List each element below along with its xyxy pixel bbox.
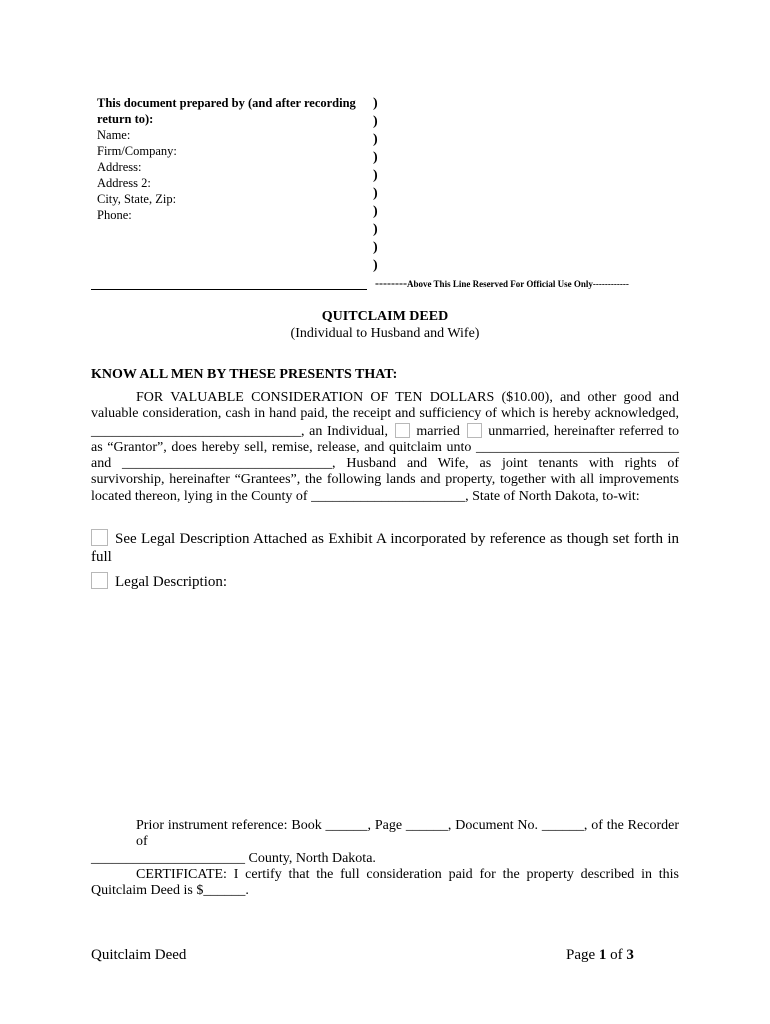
paren: ) [373,132,378,147]
consideration-text-3: , Husband and Wife, as joint tenants with rights of survivorship, hereinafter “Grantees”, the following lands and property, together with all improvements located thereon, lying in the County of [91,456,679,504]
certificate-paragraph [91,867,679,900]
footer-document-name: Quitclaim Deed [91,947,187,963]
grantee1-name-blank[interactable]: _____________________________ [476,439,679,455]
county-blank[interactable]: ______________________ [311,488,466,504]
footer-page-number [566,947,634,964]
page-total: 3 [626,947,634,963]
exhibit-option [91,529,679,566]
exhibit-checkbox[interactable] [91,529,108,546]
document-title: QUITCLAIM DEED [321,309,449,324]
consideration-text-2: , an Individual, [301,423,389,439]
preparer-block [97,95,367,223]
preparer-phone-label: Phone: [97,208,132,222]
paren: ) [373,258,378,273]
paren: ) [373,204,378,219]
preparer-name-label: Name: [97,128,131,142]
prior-instrument-line2: ______________________ County, North Dakota. [91,850,376,866]
legal-description-checkbox[interactable] [91,572,108,589]
paren: ) [373,150,378,165]
reserved-lead-dashes: -------- [375,276,407,290]
preparer-heading-line1: This document prepared by (and after recording [97,96,356,110]
married-checkbox[interactable] [395,423,410,438]
consideration-paragraph [91,390,679,505]
paren: ) [373,168,378,183]
reserved-text: Above This Line Reserved For Official Use Only [406,279,593,289]
prior-instrument-line1: Prior instrument reference: Book ______, Page ______, Document No. ______, of the Recorder of [136,818,679,850]
paren: ) [373,222,378,237]
paren: ) [373,96,378,111]
official-use-line [375,276,629,291]
preparer-city-state-zip-label: City, State, Zip: [97,192,177,206]
paren: ) [373,240,378,255]
of-label: of [610,947,623,963]
grantor-name-blank[interactable]: ______________________________ [91,423,301,439]
legal-description-option [91,572,679,591]
exhibit-option-label: See Legal Description Attached as Exhibit A incorporated by reference as though set forth in full [91,531,679,565]
unmarried-text: unmarried, hereinafter referred to as “Grantor”, does hereby sell, remise, release, and quitclaim unto [91,423,680,455]
and-text: and [91,456,112,472]
consideration-text-1: FOR VALUABLE CONSIDERATION OF TEN DOLLARS ($10.00), and other good and valuable consideration, cash in hand paid, the receipt and sufficiency of which is hereby acknowledged, [91,390,679,422]
preparer-heading-line2: return to): [97,112,154,126]
preparer-address-label: Address: [97,160,142,174]
unmarried-checkbox[interactable] [467,423,482,438]
prior-instrument-paragraph [91,818,679,867]
paren: ) [373,114,378,129]
reserved-tail-dashes: ------------ [592,279,629,289]
legal-description-label: Legal Description: [115,574,228,590]
bracket-column [373,95,385,275]
grantee2-name-blank[interactable]: ______________________________ [122,456,333,472]
intro-heading: KNOW ALL MEN BY THESE PRESENTS THAT: [91,367,398,382]
certificate-text: CERTIFICATE: I certify that the full consideration paid for the property described in this Quitclaim Deed is $______. [91,867,679,899]
paren: ) [373,186,378,201]
document-subtitle: (Individual to Husband and Wife) [290,326,480,341]
preparer-firm-label: Firm/Company: [97,144,177,158]
signature-divider-line [91,289,367,290]
page-label: Page [566,947,596,963]
consideration-text-4: , State of North Dakota, to-wit: [465,488,640,504]
preparer-address2-label: Address 2: [97,176,151,190]
page-current: 1 [598,947,607,963]
married-label: married [416,423,460,439]
